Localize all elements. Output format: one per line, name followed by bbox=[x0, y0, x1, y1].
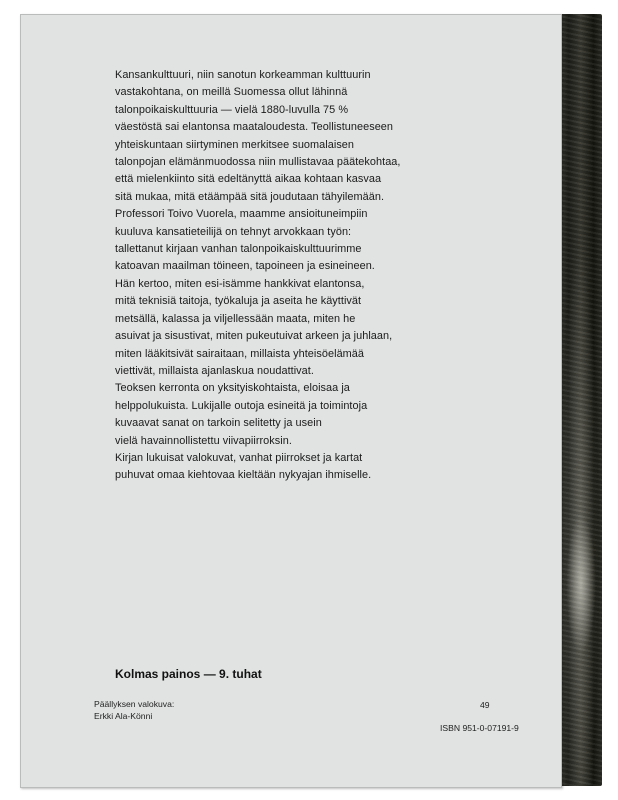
blurb-line: puhuvat omaa kiehtovaa kieltään nykyajan ihmiselle. bbox=[115, 469, 372, 482]
blurb-line: miten lääkitsivät sairaitaan, millaista yhteisöelämää bbox=[115, 347, 365, 360]
blurb-text bbox=[115, 67, 435, 485]
price-code: 49 bbox=[480, 700, 490, 710]
isbn: ISBN 951-0-07191-9 bbox=[440, 723, 519, 733]
blurb-line: vielä havainnollistettu viivapiirroksin. bbox=[115, 434, 292, 447]
blurb-line: mitä teknisiä taitoja, työkaluja ja aseita he käyttivät bbox=[115, 295, 362, 308]
spine-glare bbox=[566, 514, 596, 654]
blurb-line: sitä mukaa, mitä etäämpää sitä joudutaan tähyilemään. bbox=[115, 190, 385, 203]
blurb-line: Kirjan lukuisat valokuvat, vanhat piirrokset ja kartat bbox=[115, 451, 363, 464]
edition-note: Kolmas painos — 9. tuhat bbox=[115, 667, 262, 681]
photo-credit-name: Erkki Ala-Könni bbox=[94, 710, 153, 721]
blurb-line: että mielenkiinto sitä edeltänyttä aikaa kohtaan kasvaa bbox=[115, 173, 382, 186]
blurb-line: tallettanut kirjaan vanhan talonpoikaiskulttuurimme bbox=[115, 243, 362, 256]
blurb-line: talonpojan elämänmuodossa niin mullistavaa päätekohtaa, bbox=[115, 156, 401, 169]
blurb-line: viettivät, millaista ajanlaskua noudattivat. bbox=[115, 364, 314, 377]
blurb-line: Kansankulttuuri, niin sanotun korkeamman kulttuurin bbox=[115, 69, 371, 81]
blurb-line: vastakohtana, on meillä Suomessa ollut lähinnä bbox=[115, 86, 348, 99]
blurb-line: kuvaavat sanat on tarkoin selitetty ja usein bbox=[115, 417, 322, 430]
blurb-line: metsällä, kalassa ja viljellessään maata, miten he bbox=[115, 312, 356, 325]
photo-credit-label: Päällyksen valokuva: bbox=[94, 699, 175, 709]
blurb-line: Professori Toivo Vuorela, maamme ansioituneimpiin bbox=[115, 208, 368, 221]
blurb-line: asuivat ja sisustivat, miten pukeutuivat arkeen ja juhlaan, bbox=[115, 330, 393, 343]
blurb-line: katoavan maailman töineen, tapoineen ja esineineen. bbox=[115, 260, 375, 273]
blurb-line: kuuluva kansatieteilijä on tehnyt arvokkaan työn: bbox=[115, 225, 352, 238]
blurb-line: väestöstä sai elantonsa maataloudesta. Teollistuneeseen bbox=[115, 121, 394, 134]
blurb-line: yhteiskuntaan siirtyminen merkitsee suomalaisen bbox=[115, 138, 355, 151]
blurb-line: Hän kertoo, miten esi-isämme hankkivat elantonsa, bbox=[115, 277, 365, 290]
blurb-line: talonpoikaiskulttuuria — vielä 1880-luvulla 75 % bbox=[115, 103, 349, 116]
photo-credit bbox=[94, 699, 174, 722]
blurb-line: helppolukuista. Lukijalle outoja esineitä ja toimintoja bbox=[115, 399, 368, 412]
blurb-line: Teoksen kerronta on yksityiskohtaista, eloisaa ja bbox=[115, 382, 350, 395]
back-cover bbox=[20, 14, 562, 788]
